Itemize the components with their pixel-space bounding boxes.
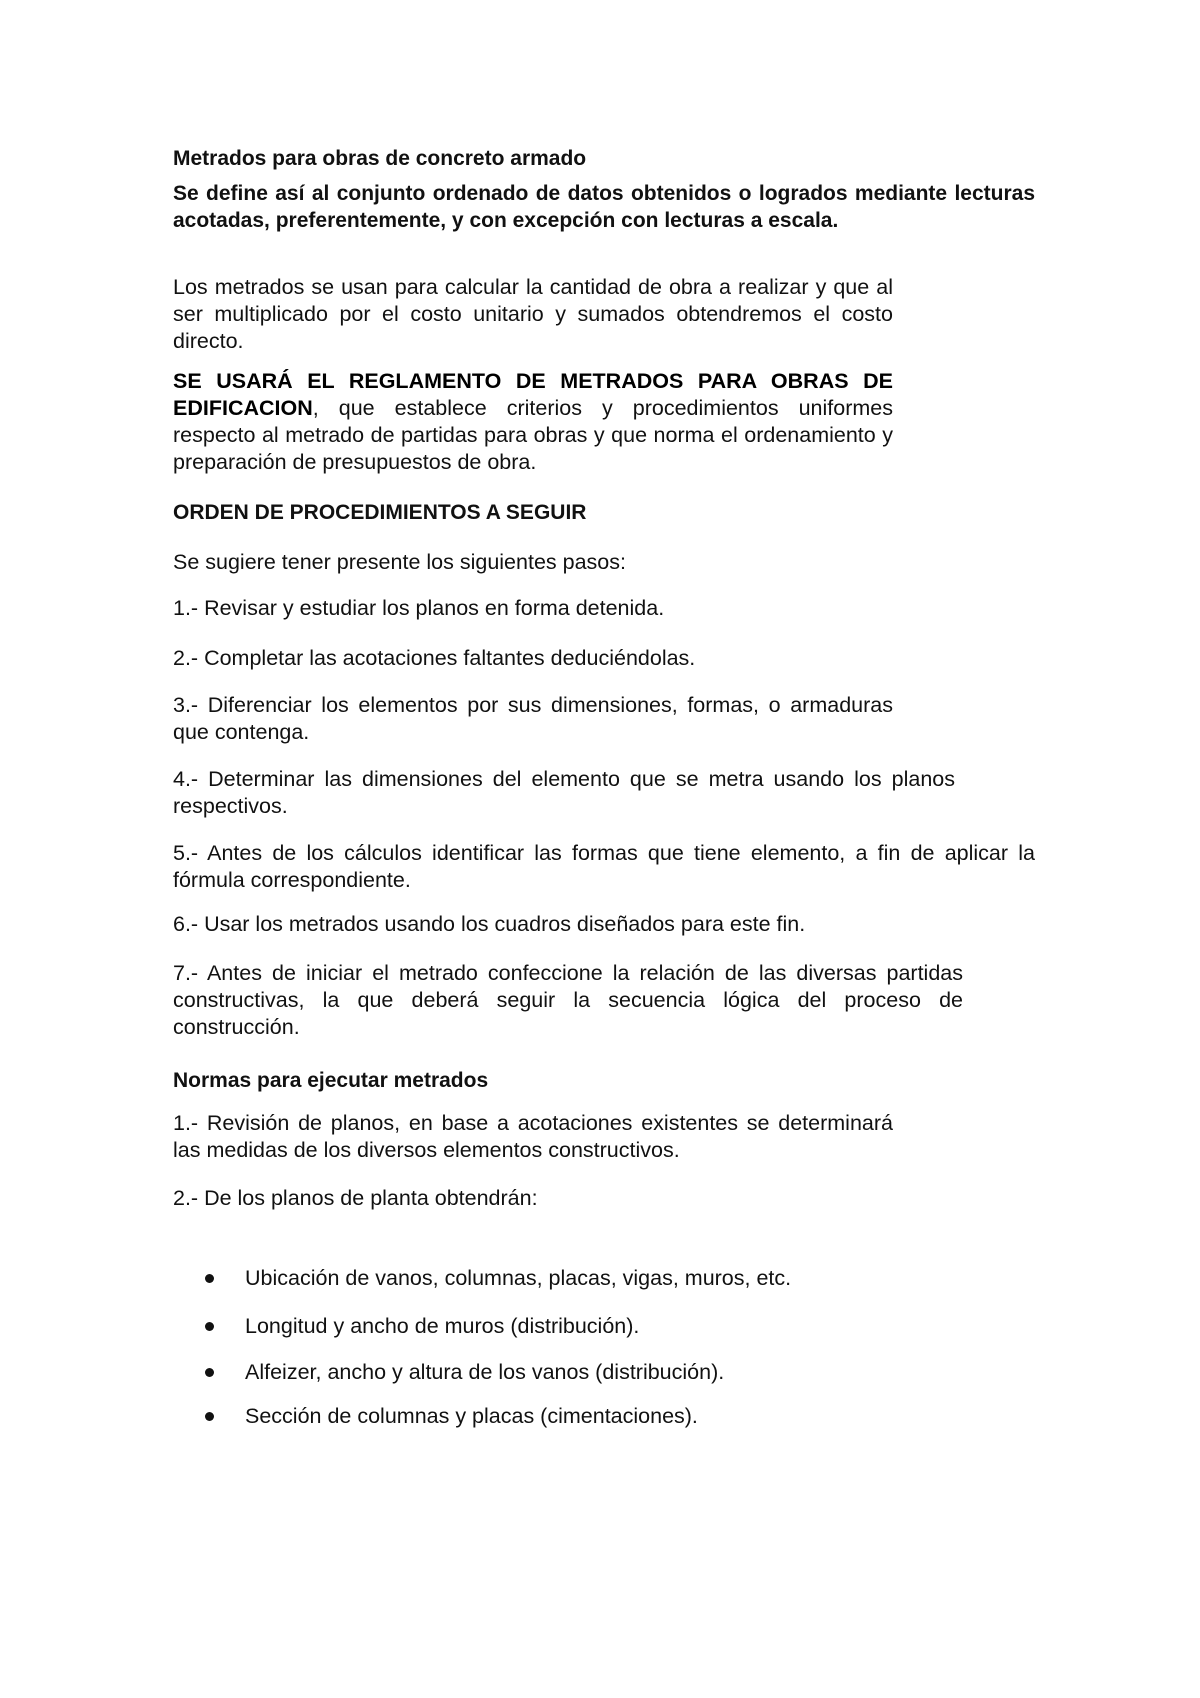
- step-item: 1.- Revisar y estudiar los planos en forma detenida.: [173, 596, 665, 620]
- definition-paragraph: Se define así al conjunto ordenado de datos obtenidos o logrados mediante lecturas acotadas, preferentemente, y con excepción con lecturas a escala.: [173, 182, 1035, 232]
- regulation-text: , que establece criterios y procedimientos uniformes respecto al metrado de partidas para obras y que norma el ordenamiento y preparación de presupuestos de obra.: [173, 396, 893, 474]
- step-item: 7.- Antes de iniciar el metrado confeccione la relación de las diversas partidas constructivas, la que deberá seguir la secuencia lógica del proceso de construcción.: [173, 961, 963, 1039]
- bullet-text: Alfeizer, ancho y altura de los vanos (distribución).: [245, 1360, 725, 1384]
- bullet-text: Sección de columnas y placas (cimentaciones).: [245, 1404, 698, 1428]
- procedures-intro: Se sugiere tener presente los siguientes pasos:: [173, 550, 626, 574]
- bullet-icon: [205, 1412, 214, 1421]
- step-item: 5.- Antes de los cálculos identificar las formas que tiene elemento, a fin de aplicar la fórmula correspondiente.: [173, 841, 1035, 892]
- regulation-title: SE USARÁ EL REGLAMENTO DE METRADOS PARA OBRAS DE EDIFICACION: [173, 369, 893, 420]
- bullet-icon: [205, 1368, 214, 1377]
- bullet-icon: [205, 1322, 214, 1331]
- step-item: 6.- Usar los metrados usando los cuadros diseñados para este fin.: [173, 912, 806, 936]
- step-item: 2.- Completar las acotaciones faltantes deduciéndolas.: [173, 646, 696, 670]
- norm-item: 2.- De los planos de planta obtendrán:: [173, 1186, 538, 1210]
- intro-paragraph: Los metrados se usan para calcular la cantidad de obra a realizar y que al ser multiplicado por el costo unitario y sumados obtendremos el costo directo.: [173, 275, 893, 353]
- step-item: 3.- Diferenciar los elementos por sus dimensiones, formas, o armaduras que contenga.: [173, 693, 893, 744]
- norms-heading: Normas para ejecutar metrados: [173, 1069, 489, 1092]
- step-item: 4.- Determinar las dimensiones del elemento que se metra usando los planos respectivos.: [173, 767, 955, 818]
- regulation-paragraph: [173, 368, 893, 476]
- bullet-icon: [205, 1274, 214, 1283]
- bullet-text: Longitud y ancho de muros (distribución).: [245, 1314, 640, 1338]
- bullet-text: Ubicación de vanos, columnas, placas, vigas, muros, etc.: [245, 1266, 792, 1290]
- document-title: Metrados para obras de concreto armado: [173, 147, 587, 170]
- norm-item: 1.- Revisión de planos, en base a acotaciones existentes se determinará las medidas de los diversos elementos constructivos.: [173, 1111, 893, 1162]
- procedures-heading: ORDEN DE PROCEDIMIENTOS A SEGUIR: [173, 501, 587, 524]
